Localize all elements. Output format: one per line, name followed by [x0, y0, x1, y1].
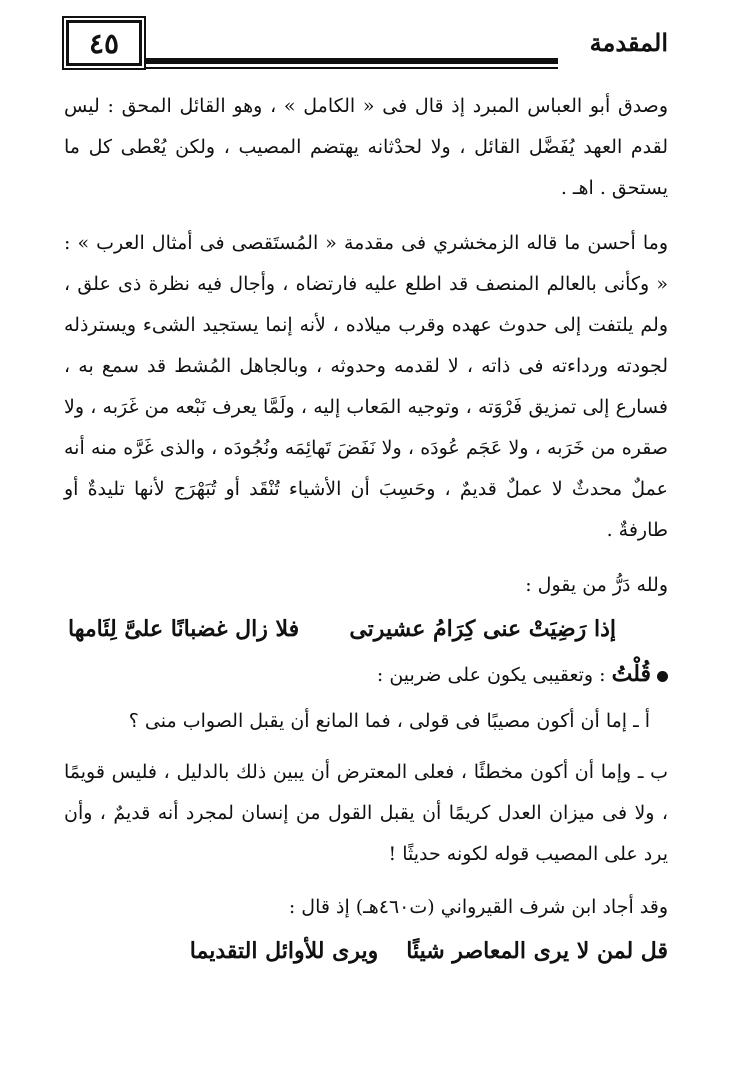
- qult-text: : وتعقيبى يكون على ضربين :: [376, 664, 606, 686]
- verse-one-second-hemistich: فلا زال غضبانًا علىَّ لِئَامها: [68, 616, 300, 642]
- paragraph-ibn-sharaf: وقد أجاد ابن شرف القيرواني (ت٤٦٠هـ) إذ قال :: [288, 896, 668, 918]
- qult-line: [64, 652, 668, 697]
- item-a: أ ـ إما أن أكون مصيبًا فى قولى ، فما المانع أن يقبل الصواب منى ؟: [128, 710, 650, 732]
- page-number: ٤٥: [88, 26, 120, 60]
- verse-one: [64, 606, 668, 652]
- page-header: [58, 14, 668, 78]
- header-rule: [144, 58, 558, 69]
- paragraph-zamakhshari: وما أحسن ما قاله الزمخشري فى مقدمة « المُستَقصى فى أمثال العرب » : « وكأنى بالعالم المنصف قد اطلع عليه فارتضاه ، وأجال فيه نظرة ذى علق ، ولم يلتفت إلى حدوث عهده وقرب ميلاده ، لأنه إنما يستجيد الشىء ويسترذله لجودته ورداءته فى ذاته ، لا لقدمه وحدوثه ، وبالجاهل المُشط قد سمع به ، فسارع إلى تمزيق فَرْوَته ، وتوجيه المَعاب إليه ، ولَمَّا يعرف نَبْعه من غَرَبه ، ولا صقره من خَرَبه ، ولا عَجَم عُودَه ، ولا نَفَضَ تَهائِمَه ونُجُودَه ، والذى غَرَّه منه أنه عملٌ محدثٌ لا عملٌ قديمٌ ، وحَسِبَ أن الأشياء تُنْقَد أو تُبَهْرَج لأنها تليدةٌ أو طارفةٌ .: [64, 232, 668, 541]
- paragraph-verse-intro: ولله دَرُّ من يقول :: [525, 574, 668, 596]
- verse-two-second-hemistich: ويرى للأوائل التقديما: [189, 938, 379, 964]
- page-number-box: [66, 20, 142, 66]
- verse-two: [64, 928, 668, 974]
- paragraph-mubarrad: وصدق أبو العباس المبرد إذ قال فى « الكامل » ، وهو القائل المحق : ليس لقدم العهد يُفَضَّل القائل ، ولا لحدْثانه يهتضم المصيب ، ولكن يُعْطى كل ما يستحق . اهـ .: [64, 95, 668, 199]
- bullet-dot-icon: [657, 671, 668, 682]
- chapter-title: المقدمة: [589, 28, 668, 57]
- qult-label: قُلْتُ: [611, 661, 651, 687]
- verse-two-first-hemistich: قل لمن لا يرى المعاصر شيئًا: [406, 938, 668, 964]
- item-b: ب ـ وإما أن أكون مخطئًا ، فعلى المعترض أن يبين ذلك بالدليل ، فليس قويمًا ، ولا فى ميزان العدل كريمًا أن يقبل القول من إنسان لمجرد أنه قديمٌ ، وأن يرد على المصيب قوله لكونه حديثًا !: [64, 761, 668, 865]
- page-body: [64, 86, 668, 974]
- verse-one-first-hemistich: إذا رَضِيَتْ عنى كِرَامُ عشيرتى: [349, 616, 616, 642]
